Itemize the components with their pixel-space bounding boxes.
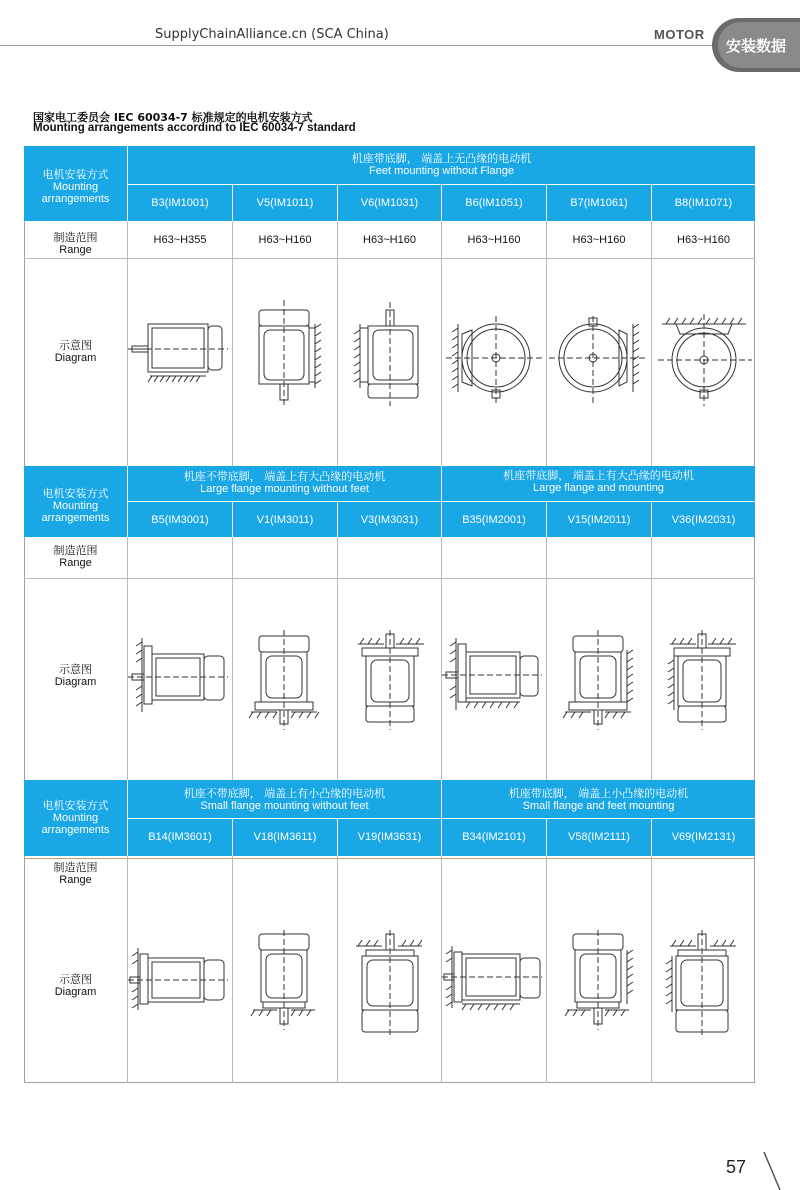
s2-code-2: V1(IM3011): [256, 514, 314, 526]
s1-diagram-label: 示意图 Diagram: [54, 339, 97, 364]
diagram-b14: [128, 940, 232, 1020]
s2-code-5: V15(IM2011): [567, 514, 631, 526]
s1-code-6: B8(IM1071): [674, 197, 733, 209]
s1-range-2: H63~H160: [258, 234, 312, 246]
diagram-v6: [338, 300, 441, 410]
s1-code-3: V6(IM1031): [360, 197, 419, 209]
diagram-v19: [338, 930, 441, 1035]
s1-range-6: H63~H160: [677, 234, 730, 246]
s1-range-label: 制造范围 Range: [53, 231, 98, 256]
header-section: MOTOR: [654, 27, 705, 42]
diagram-b6: [442, 300, 546, 410]
s1-range-5: H63~H160: [572, 234, 626, 246]
s2-code-6: V36(IM2031): [671, 514, 736, 526]
diagram-v36: [652, 630, 755, 730]
s3-group-1-label: 机座不带底脚， 端盖上有小凸缘的电动机 Small flange mounting without feet: [183, 787, 386, 812]
page-number: 57: [726, 1157, 747, 1177]
s2-code-1: B5(IM3001): [151, 514, 209, 526]
s2-code-3: V3(IM3031): [360, 514, 419, 526]
header-rule: [0, 45, 712, 46]
diagram-b7: [547, 300, 651, 410]
header-tab-label: 安装数据: [726, 37, 787, 55]
diagram-v18: [233, 930, 337, 1030]
s3-code-1: B14(IM3601): [148, 831, 212, 843]
s1-range-3: H63~H160: [363, 234, 416, 246]
s2-group-1-label: 机座不带底脚， 端盖上有大凸缘的电动机 Large flange mounting without feet: [183, 470, 386, 495]
s3-code-3: V19(IM3631): [357, 831, 422, 843]
diagram-v1: [233, 630, 337, 730]
diagram-v15: [547, 630, 651, 730]
diagram-b8: [652, 300, 755, 410]
diagram-v58: [547, 930, 651, 1030]
s3-diagram-label: 示意图 Diagram: [54, 973, 97, 998]
s3-arr-label: 电机安装方式 Mounting arrangements: [41, 799, 110, 836]
s1-code-5: B7(IM1061): [570, 197, 628, 209]
diagram-v5: [233, 300, 337, 410]
diagram-b34: [442, 940, 546, 1020]
diagram-v69: [652, 930, 755, 1035]
s3-code-2: V18(IM3611): [253, 831, 317, 843]
s2-diagram-label: 示意图 Diagram: [54, 663, 97, 688]
s2-group-2-label: 机座带底脚， 端盖上有大凸缘的电动机 Large flange and mounting: [503, 469, 694, 494]
diagram-b3: [128, 300, 232, 390]
s1-code-2: V5(IM1011): [256, 197, 314, 209]
diagram-v3: [338, 630, 441, 730]
s1-code-1: B3(IM1001): [151, 197, 209, 209]
s2-arr-label: 电机安装方式 Mounting arrangements: [41, 487, 110, 524]
header-site: SupplyChainAlliance.cn (SCA China): [155, 27, 389, 42]
s3-range-label: 制造范围 Range: [53, 861, 98, 886]
s3-code-4: B34(IM2101): [462, 831, 526, 843]
page-corner-mark: [760, 1150, 800, 1190]
s3-code-5: V58(IM2111): [568, 831, 630, 843]
s1-group-label: 机座带底脚， 端盖上无凸缘的电动机 Feet mounting without Flange: [351, 152, 532, 177]
s1-range-1: H63~H355: [153, 234, 207, 246]
diagram-b35: [442, 630, 546, 720]
s3-group-2-label: 机座带底脚， 端盖上小凸缘的电动机 Small flange and feet mounting: [508, 787, 689, 812]
diagram-b5: [128, 630, 232, 720]
title-en: Mounting arrangements accordind to IEC 60034-7 standard: [33, 122, 356, 134]
s1-arr-label: 电机安装方式 Mounting arrangements: [41, 168, 110, 205]
s3-code-6: V69(IM2131): [671, 831, 736, 843]
s2-code-4: B35(IM2001): [462, 514, 526, 526]
s1-range-4: H63~H160: [467, 234, 521, 246]
title-cn: 国家电工委员会 IEC 60034-7 标准规定的电机安装方式: [33, 111, 313, 124]
s2-range-label: 制造范围 Range: [53, 544, 98, 569]
s1-code-4: B6(IM1051): [465, 197, 523, 209]
